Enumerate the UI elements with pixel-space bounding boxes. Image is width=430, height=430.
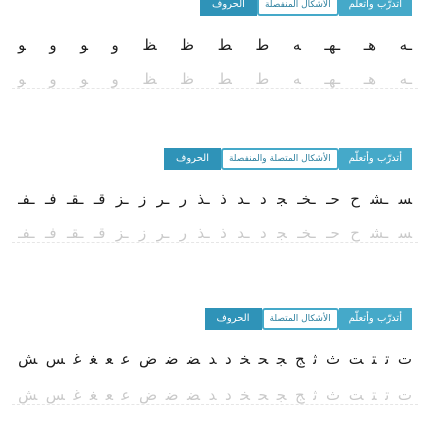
letter-row-1 xyxy=(18,38,412,53)
trace-letter: ﺨ xyxy=(240,386,250,404)
letter-form: ـﺸ xyxy=(370,190,389,208)
letter-form: ﺫ xyxy=(220,190,227,208)
letter-form: ﻪ xyxy=(292,36,301,54)
letter-form: ﻮ xyxy=(18,36,26,54)
trace-letter: ﻁ xyxy=(255,70,270,88)
letter-form: ـﻬـ xyxy=(324,36,341,54)
letter-form: ﻀ xyxy=(187,350,201,368)
guide-line xyxy=(12,88,418,89)
trace-letter: ﻗـ xyxy=(93,224,106,242)
section2-banner xyxy=(175,148,412,170)
letter-form: ـﻘـ xyxy=(66,190,84,208)
letter-form: ﺞ xyxy=(295,350,305,368)
letter-form: ﻏ xyxy=(73,350,82,368)
trace-letter: ﻫـ xyxy=(363,70,376,88)
letter-form: ﺨ xyxy=(240,350,250,368)
letter-form: ﺩ xyxy=(259,190,267,208)
heading-label: الحروف xyxy=(164,148,221,170)
trace-letter: ﺠ xyxy=(277,224,287,242)
guide-line xyxy=(12,242,418,243)
heading-label: الحروف xyxy=(200,0,257,16)
letter-form: ـﺪ xyxy=(237,190,250,208)
letter-form: ﻭ xyxy=(49,36,57,54)
trace-letter: ﺫ xyxy=(220,224,227,242)
letter-form: ﻅ xyxy=(180,36,194,54)
trace-letter: ﻋ xyxy=(121,386,131,404)
trace-letter: ﺯ xyxy=(138,224,147,242)
trace-letter: ﺩ xyxy=(259,224,267,242)
trace-letter: ـﺪ xyxy=(237,224,250,242)
letter-form: ﺠ xyxy=(276,350,287,368)
letter-form: ﺲ xyxy=(45,350,65,368)
trace-letter: ـﺮ xyxy=(156,224,170,242)
practice-label: أتدرّب وأتعلّم xyxy=(339,308,412,330)
trace-letter: ﻭ xyxy=(49,70,57,88)
letter-form: ـﺮ xyxy=(156,190,170,208)
trace-letter: ﺛ xyxy=(313,386,318,404)
letter-form: ـﺨـ xyxy=(297,190,316,208)
letter-form: ﺿ xyxy=(165,350,179,368)
letter-form: ﺩ xyxy=(225,350,232,368)
topic-label: الأشكال المتصلة xyxy=(262,308,339,330)
trace-letter: ﺿ xyxy=(165,386,179,404)
trace-letter: ﺗ xyxy=(385,386,390,404)
trace-row-1 xyxy=(18,72,412,87)
trace-letter: ﻭ xyxy=(111,70,119,88)
trace-letter: ﺕ xyxy=(397,386,412,404)
trace-letter: ﻪ xyxy=(292,70,301,88)
trace-letter: ﺤ xyxy=(258,386,269,404)
letter-form: ﻓـ xyxy=(44,190,57,208)
letter-row-2 xyxy=(18,192,412,207)
letter-form: ﻐ xyxy=(89,350,98,368)
letter-form: ﺯ xyxy=(138,190,147,208)
letter-form: ﻭ xyxy=(111,36,119,54)
letter-form: ﺽ xyxy=(139,350,158,368)
letter-form: ﺤ xyxy=(258,350,269,368)
letter-form: ﺭ xyxy=(179,190,187,208)
trace-letter: ﺖ xyxy=(348,386,364,404)
letter-form: ﻫـ xyxy=(363,36,376,54)
letter-form: ـﺰ xyxy=(115,190,129,208)
trace-letter: ﺪ xyxy=(208,386,217,404)
trace-letter: ـﺰ xyxy=(115,224,129,242)
letter-form: ﺙ xyxy=(326,350,341,368)
trace-letter: ﺙ xyxy=(326,386,341,404)
trace-letter: ﻏ xyxy=(73,386,82,404)
trace-letter: ﻓـ xyxy=(44,224,57,242)
trace-letter: ﺞ xyxy=(295,386,305,404)
trace-row-3 xyxy=(18,388,412,403)
trace-letter: ﺩ xyxy=(225,386,232,404)
letter-form: ﻂ xyxy=(217,36,232,54)
trace-letter: ﺴ xyxy=(398,224,412,242)
letter-form: ﺖ xyxy=(348,350,364,368)
letter-form: ـﻪ xyxy=(399,36,412,54)
trace-letter: ﺣـ xyxy=(326,224,340,242)
letter-form: ﺘ xyxy=(372,350,377,368)
section1-banner xyxy=(211,0,412,16)
topic-label: الأشكال المنفصلة xyxy=(257,0,339,16)
letter-form: ـﺬ xyxy=(197,190,210,208)
guide-line xyxy=(12,404,418,405)
trace-letter: ـﻬـ xyxy=(324,70,341,88)
trace-letter: ﻀ xyxy=(187,386,201,404)
trace-row-2 xyxy=(18,226,412,241)
letter-form: ﻮ xyxy=(80,36,88,54)
trace-letter: ﻅ xyxy=(180,70,194,88)
letter-form: ﺪ xyxy=(208,350,217,368)
letter-form: ﺕ xyxy=(397,350,412,368)
section3-banner xyxy=(216,308,412,330)
letter-form: ﺶ xyxy=(18,350,38,368)
letter-form: ﺴ xyxy=(398,190,412,208)
trace-letter: ـﻘـ xyxy=(66,224,84,242)
trace-letter: ﻆ xyxy=(142,70,157,88)
trace-letter: ﻐ xyxy=(89,386,98,404)
trace-letter: ﻂ xyxy=(217,70,232,88)
trace-letter: ﻮ xyxy=(18,70,26,88)
letter-form: ﻆ xyxy=(142,36,157,54)
letter-form: ﻋ xyxy=(121,350,131,368)
letter-form: ﻗـ xyxy=(93,190,106,208)
trace-letter: ﺶ xyxy=(18,386,38,404)
trace-letter: ـﻪ xyxy=(399,70,412,88)
trace-letter: ـﺨـ xyxy=(297,224,316,242)
letter-form: ـﻔـ xyxy=(18,190,35,208)
letter-form: ﻁ xyxy=(255,36,270,54)
trace-letter: ـﻔـ xyxy=(18,224,35,242)
letter-form: ﺣـ xyxy=(326,190,340,208)
trace-letter: ـﺸ xyxy=(370,224,389,242)
trace-letter: ﻮ xyxy=(80,70,88,88)
practice-label: أتدرّب وأتعلّم xyxy=(339,0,412,16)
trace-letter: ـﺬ xyxy=(197,224,210,242)
trace-letter: ﺘ xyxy=(372,386,377,404)
letter-form: ﺗ xyxy=(385,350,390,368)
trace-letter: ﺠ xyxy=(276,386,287,404)
topic-label: الأشكال المتصلة والمنفصلة xyxy=(221,148,339,170)
letter-form: ﺠ xyxy=(277,190,287,208)
practice-label: أتدرّب وأتعلّم xyxy=(339,148,412,170)
trace-letter: ﺲ xyxy=(45,386,65,404)
trace-letter: ﺽ xyxy=(139,386,158,404)
letter-form: ﺡ xyxy=(350,190,360,208)
trace-letter: ﺭ xyxy=(179,224,187,242)
heading-label: الحروف xyxy=(205,308,262,330)
trace-letter: ﺡ xyxy=(350,224,360,242)
letter-form: ﻌ xyxy=(105,350,113,368)
letter-row-3 xyxy=(18,352,412,367)
letter-form: ﺛ xyxy=(313,350,318,368)
trace-letter: ﻌ xyxy=(105,386,113,404)
